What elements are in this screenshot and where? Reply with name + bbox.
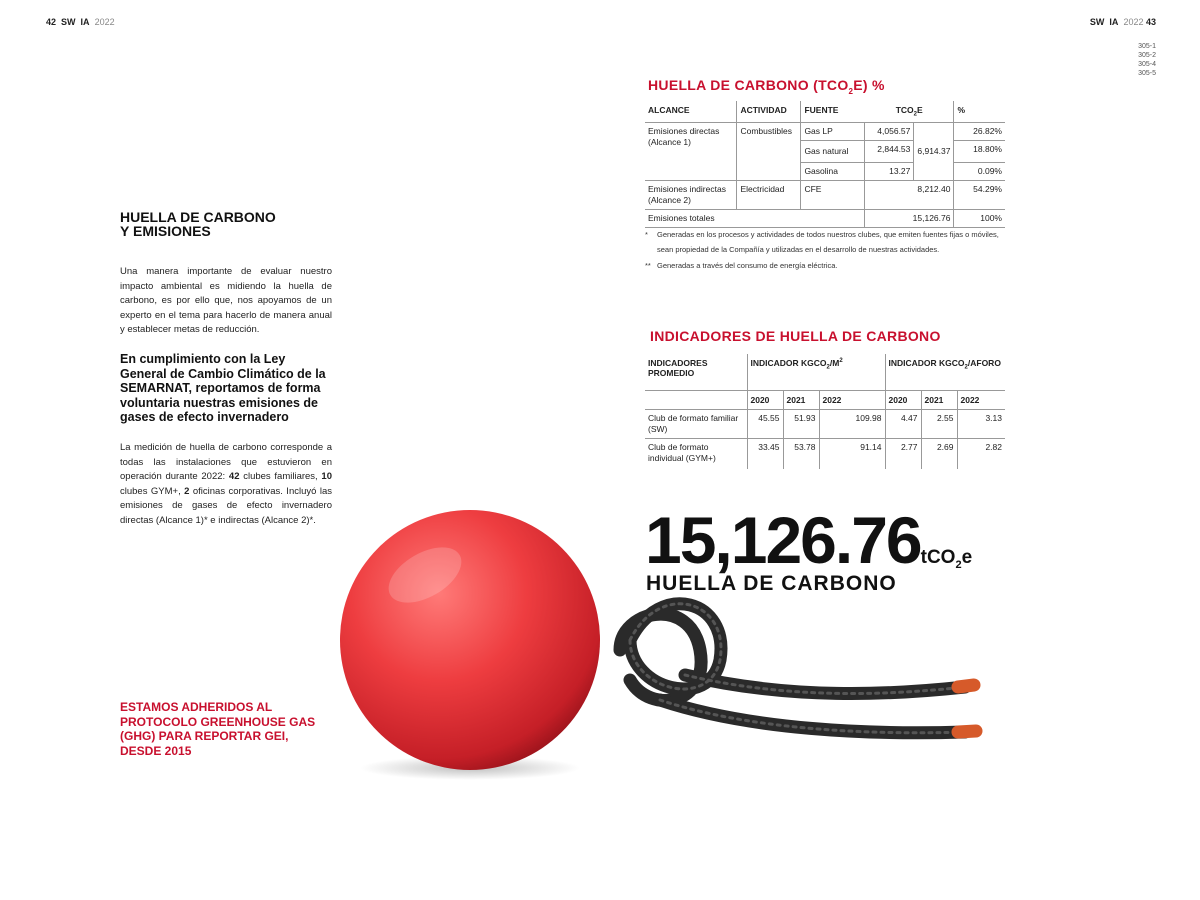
left-column bbox=[120, 210, 332, 529]
col-alcance: ALCANCE bbox=[645, 101, 737, 122]
footnote: ** Generadas a través del consumo de energía eléctrica. bbox=[645, 261, 838, 270]
gri-code: 305-4 bbox=[1138, 61, 1156, 68]
year-header-row bbox=[645, 391, 1005, 410]
cell-value: 53.78 bbox=[783, 439, 819, 470]
cell-value: 2.77 bbox=[885, 439, 921, 470]
table-row bbox=[645, 122, 1005, 140]
gri-codes bbox=[1138, 42, 1156, 78]
indicators-title: INDICADORES DE HUELLA DE CARBONO bbox=[650, 328, 941, 344]
carbon-total-unit: tCO$_2$e bbox=[920, 547, 973, 571]
table-row bbox=[645, 180, 1005, 209]
table-row bbox=[645, 439, 1005, 470]
exercise-ball bbox=[340, 510, 600, 770]
page-number: 42 bbox=[46, 17, 57, 27]
cell-value: 2.55 bbox=[921, 410, 957, 439]
col-indicadores: INDICADORES PROMEDIO bbox=[645, 354, 747, 391]
carbon-total-value: 15,126.76 bbox=[645, 503, 921, 577]
table-total-row bbox=[645, 209, 1005, 227]
cell-pct: 26.82% bbox=[954, 122, 1005, 140]
cell-alcance: Emisiones directas (Alcance 1) bbox=[645, 122, 737, 180]
carbon-table-title: HUELLA DE CARBONO $(TCO_2E)$ % bbox=[648, 77, 885, 96]
battle-rope bbox=[620, 604, 976, 733]
cell-value: 4,056.57 bbox=[865, 122, 914, 140]
year-label: 2021 bbox=[921, 391, 957, 410]
gri-code: 305-2 bbox=[1138, 52, 1156, 59]
section-title bbox=[120, 210, 332, 238]
brand-ia: IA bbox=[1109, 17, 1119, 27]
table-notes bbox=[645, 228, 1005, 274]
page-header-right bbox=[1090, 17, 1156, 27]
cell-subtotal: 6,914.37 bbox=[914, 122, 954, 180]
cell-fuente: CFE bbox=[801, 180, 865, 209]
col-fuente: FUENTE bbox=[804, 105, 839, 115]
indicators-table bbox=[645, 354, 1005, 469]
cell-total-pct: 100% bbox=[980, 212, 1002, 223]
report-year: 2022 bbox=[94, 17, 115, 27]
brand-sw: SW bbox=[1089, 17, 1105, 27]
cell-fuente: Gasolina bbox=[801, 162, 865, 180]
cell-fuente: Gas natural bbox=[801, 140, 865, 162]
carbon-total-label: HUELLA DE CARBONO bbox=[646, 572, 897, 595]
ghg-callout: ESTAMOS ADHERIDOS AL PROTOCOLO GREENHOUSE GAS (GHG) PARA REPORTAR GEI, DESDE 2015 bbox=[120, 700, 316, 758]
col-kgco2-m2: INDICADOR $KGCO_2/M^2$ bbox=[747, 354, 885, 391]
row-label: Club de formato individual (GYM+) bbox=[645, 439, 747, 470]
cell-value: 2.82 bbox=[985, 442, 1002, 452]
col-actividad: ACTIVIDAD bbox=[737, 101, 801, 122]
cell-actividad: Electricidad bbox=[737, 180, 801, 209]
cell-pct: 0.09% bbox=[954, 162, 1005, 180]
table-row bbox=[645, 410, 1005, 439]
cell-value: 51.93 bbox=[783, 410, 819, 439]
brand-ia: IA bbox=[80, 17, 90, 27]
table-header-row bbox=[645, 354, 1005, 391]
cell-total: 15,126.76 bbox=[865, 209, 954, 227]
col-kgco2-aforo: INDICADOR $KGCO_2$/AFORO bbox=[888, 358, 1001, 371]
carbon-total-highlight bbox=[645, 503, 973, 577]
cell-actividad: Combustibles bbox=[737, 122, 801, 180]
cell-value: 33.45 bbox=[747, 439, 783, 470]
col-pct: % bbox=[957, 105, 966, 115]
cell-fuente: Gas LP bbox=[801, 122, 865, 140]
cell-value: 13.27 bbox=[865, 162, 914, 180]
cell-pct: 54.29% bbox=[973, 183, 1002, 194]
cell-value: 4.47 bbox=[885, 410, 921, 439]
measurement-paragraph: La medición de huella de carbono corresponde a todas las instalaciones que estuvieron en operación durante 2022: 42 clubes familiares, 10 clubes GYM+, 2 oficinas corporativas. Incluyó las emisiones de gases de efecto invernadero directas (Alcance 1)* e indirectas (Alcance 2)*. bbox=[120, 441, 332, 526]
intro-paragraph: Una manera importante de evaluar nuestro impacto ambiental es midiendo la huella de carbono, es por ello que, nos apoyamos de un experto en el tema para hacerlo de manera anual y establecer metas de reducción. bbox=[120, 266, 332, 336]
gri-code: 305-1 bbox=[1138, 43, 1156, 50]
cell-pct: 18.80% bbox=[954, 140, 1005, 162]
year-label: 2022 bbox=[819, 391, 885, 410]
page-header-left bbox=[46, 17, 115, 27]
section-title-line1: HUELLA DE CARBONO bbox=[120, 209, 276, 225]
cell-alcance: Emisiones indirectas (Alcance 2) bbox=[645, 180, 737, 209]
carbon-footprint-table bbox=[645, 101, 1005, 228]
cell-value: 45.55 bbox=[747, 410, 783, 439]
report-year: 2022 bbox=[1123, 17, 1144, 27]
year-label: 2021 bbox=[783, 391, 819, 410]
footnote: * Generadas en los procesos y actividades de todos nuestros clubes, que emiten fuentes fijas o móviles, sean propiedad de la Compañía y utilizadas en el desarrollo de nuestras actividades. bbox=[645, 230, 999, 254]
row-label: Club de formato familiar (SW) bbox=[645, 410, 747, 439]
lead-paragraph: En cumplimiento con la Ley General de Cambio Climático de la SEMARNAT, reportamos de forma voluntaria nuestras emisiones de gases de efecto invernadero bbox=[120, 351, 326, 425]
page-number: 43 bbox=[1145, 17, 1156, 27]
cell-value: 2.69 bbox=[921, 439, 957, 470]
year-label: 2020 bbox=[747, 391, 783, 410]
gri-code: 305-5 bbox=[1138, 70, 1156, 77]
year-label: 2020 bbox=[885, 391, 921, 410]
brand-sw: SW bbox=[61, 17, 76, 27]
cell-value: 109.98 bbox=[819, 410, 885, 439]
table-header-row bbox=[645, 101, 1005, 122]
col-tco2e: $TCO_2E$ bbox=[865, 101, 954, 122]
cell-subtotal: 8,212.40 bbox=[865, 180, 954, 209]
cell-value: 2,844.53 bbox=[865, 140, 914, 162]
year-label: 2022 bbox=[960, 395, 980, 405]
cell-value: 3.13 bbox=[985, 413, 1002, 423]
cell-value: 91.14 bbox=[819, 439, 885, 470]
cell-total-label: Emisiones totales bbox=[645, 209, 865, 227]
section-title-line2: Y EMISIONES bbox=[120, 223, 211, 239]
